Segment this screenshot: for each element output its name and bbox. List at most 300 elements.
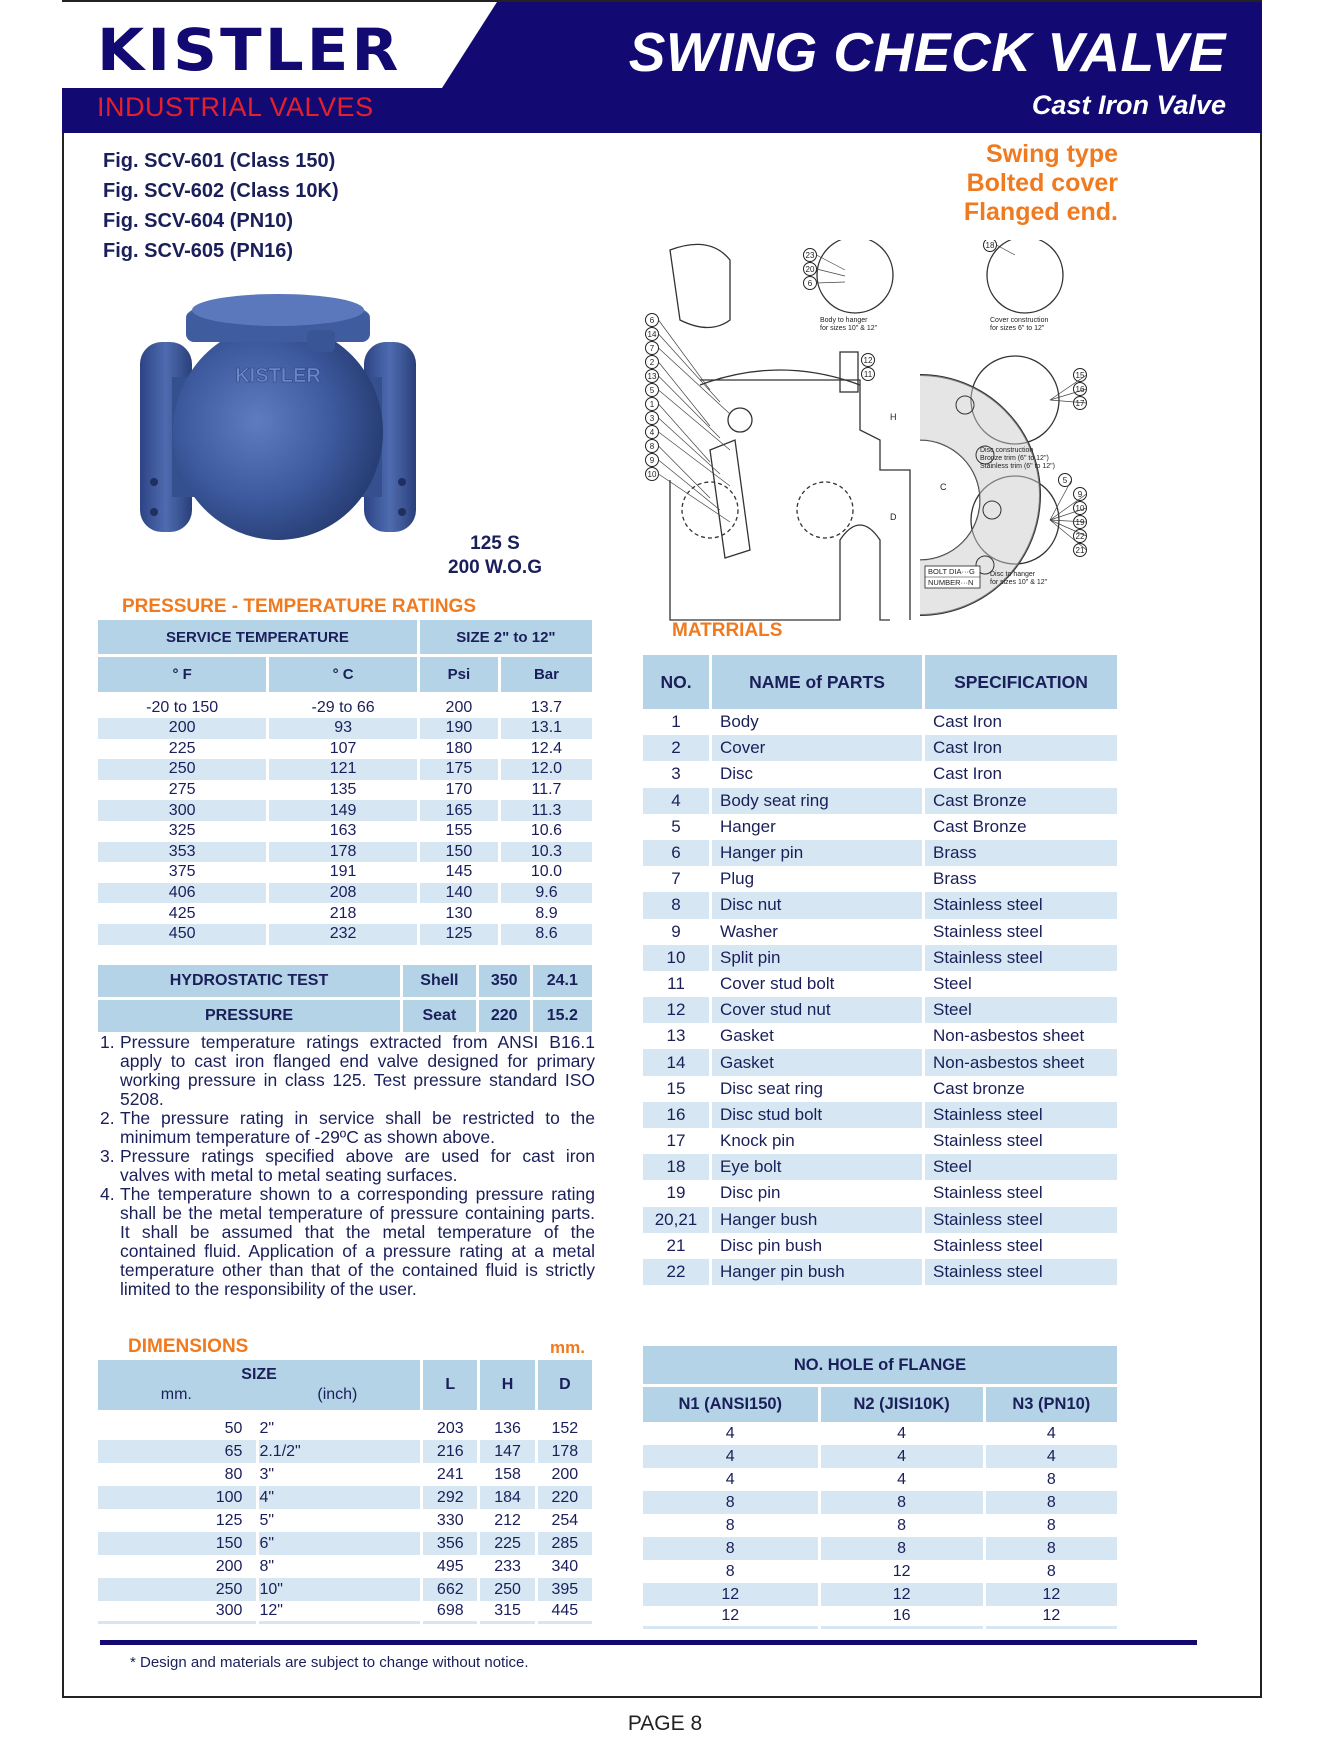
feature-item: Swing type — [986, 140, 1118, 168]
l-cell: 698 — [423, 1601, 477, 1624]
psi-cell: 155 — [445, 822, 473, 840]
part-name-cell: Disc — [720, 764, 754, 784]
rating-row — [98, 780, 592, 801]
material-row — [643, 1128, 1117, 1154]
callout-leader — [659, 404, 711, 462]
h-cell: 250 — [480, 1578, 534, 1601]
pressure-temp-table — [95, 620, 595, 945]
part-spec-cell: Cast Iron — [933, 712, 1002, 732]
hydro-label-cell: PRESSURE — [98, 1000, 400, 1032]
size-mm-cell: 250 — [98, 1578, 256, 1601]
callout-number: 22 — [1075, 532, 1085, 541]
temp-f-cell: 425 — [168, 904, 196, 922]
size-mm-cell: 125 — [215, 1511, 243, 1529]
callout-number: 6 — [649, 316, 655, 325]
bar-cell: 10.3 — [501, 842, 592, 863]
h-cell: 225 — [480, 1532, 534, 1555]
size-mm-cell: 80 — [224, 1465, 243, 1483]
materials-title: MATRRIALS — [672, 620, 783, 641]
brand-logo: KISTLER — [97, 16, 402, 84]
note-number: 2. — [100, 1108, 115, 1128]
material-row — [643, 997, 1117, 1023]
embossed-logo: KISTLER — [235, 365, 321, 387]
part-spec-cell: Cast Iron — [925, 735, 1117, 761]
callout-leader — [817, 255, 846, 270]
part-number-cell: 14 — [643, 1049, 709, 1075]
temp-f-cell: 450 — [98, 924, 266, 945]
psi-cell: 190 — [420, 718, 498, 739]
hydro-bar-cell: 24.1 — [533, 965, 592, 997]
dimension-row — [98, 1532, 592, 1555]
psi-cell: 140 — [420, 883, 498, 904]
note-text: The temperature shown to a corresponding pressure rating shall be the metal temperature of pressure containing parts. It shall be assumed that the metal temperature of the contained fluid. Application of a pressure rating at a metal temperature other than that of the contained fluid is strictly limited to the responsibility of the user. — [120, 1184, 595, 1299]
material-row — [643, 945, 1117, 971]
n3-cell: 12 — [986, 1606, 1117, 1629]
svg-text:BOLT DIA···G: BOLT DIA···G — [928, 567, 975, 576]
temp-c-cell: 93 — [269, 718, 417, 739]
caption-disc-hanger: Disc to hanger — [990, 571, 1036, 578]
d-cell: 200 — [551, 1465, 579, 1483]
temp-c-cell: 135 — [329, 781, 357, 799]
valve-body — [173, 324, 383, 540]
material-row — [643, 1207, 1117, 1233]
callout-number: 23 — [805, 251, 815, 260]
part-number-cell: 7 — [671, 869, 681, 889]
l-cell: 241 — [436, 1465, 464, 1483]
flange-row — [643, 1468, 1117, 1491]
n2-cell: 8 — [821, 1491, 983, 1514]
callout-number: 20 — [805, 265, 815, 274]
col-celsius: ° C — [269, 654, 417, 692]
psi-cell: 180 — [445, 739, 473, 757]
part-name-cell: Gasket — [720, 1026, 774, 1046]
n2-cell: 12 — [821, 1583, 983, 1606]
psi-cell: 200 — [445, 699, 473, 716]
note-number: 3. — [100, 1146, 115, 1166]
hydro-part-cell: Shell — [403, 965, 476, 997]
part-spec-cell: Stainless steel — [925, 892, 1117, 918]
flange-row — [643, 1514, 1117, 1537]
size-inch-cell: 8" — [259, 1557, 275, 1575]
size-mm-cell: 50 — [224, 1420, 243, 1437]
figure-item: Fig. SCV-602 (Class 10K) — [103, 180, 339, 202]
size-mm-label: mm. — [160, 1386, 192, 1403]
part-name-cell: Cover — [712, 735, 922, 761]
footer-divider — [100, 1640, 1197, 1645]
size-mm-cell: 100 — [98, 1486, 256, 1509]
psi-cell: 130 — [445, 904, 473, 922]
material-row — [643, 1180, 1117, 1206]
callout-number: 15 — [1075, 371, 1085, 380]
part-spec-cell: Stainless steel — [925, 1207, 1117, 1233]
part-name-cell: Disc pin — [720, 1183, 781, 1203]
col-n3: N3 (PN10) — [986, 1384, 1117, 1422]
material-row — [643, 1259, 1117, 1285]
temp-c-cell: 163 — [329, 822, 357, 840]
n2-cell: 4 — [821, 1445, 983, 1468]
n2-cell: 12 — [892, 1562, 911, 1580]
callout-number: 2 — [649, 358, 655, 367]
n2-cell: 8 — [897, 1516, 907, 1534]
callout-number: 11 — [863, 370, 873, 379]
callout-number: 10 — [1075, 504, 1085, 513]
part-spec-cell: Stainless steel — [925, 1102, 1117, 1128]
rating-row — [98, 903, 592, 924]
part-spec-cell: Brass — [925, 840, 1117, 866]
dimension-row — [98, 1578, 592, 1601]
col-size — [98, 1360, 420, 1410]
part-name-cell: Washer — [720, 921, 778, 941]
size-header-label: SIZE — [241, 1366, 277, 1383]
n3-cell: 8 — [1046, 1516, 1056, 1534]
temp-c-cell: 208 — [269, 883, 417, 904]
bolt-legend — [925, 566, 980, 588]
col-n1: N1 (ANSI150) — [643, 1384, 818, 1422]
part-number-cell: 1 — [671, 712, 681, 732]
bar-cell: 11.3 — [501, 800, 592, 821]
col-l: L — [423, 1360, 477, 1410]
material-row — [643, 840, 1117, 866]
part-spec-cell: Stainless steel — [933, 1235, 1043, 1255]
psi-cell: 125 — [420, 924, 498, 945]
d-cell: 445 — [538, 1601, 592, 1624]
part-name-cell: Body — [720, 712, 759, 732]
flange-row — [643, 1583, 1117, 1606]
n2-cell: 4 — [897, 1424, 907, 1442]
part-spec-cell: Non-asbestos sheet — [925, 1049, 1117, 1075]
callout-number: 5 — [1062, 476, 1068, 485]
part-spec-cell: Stainless steel — [933, 1183, 1043, 1203]
figure-item: Fig. SCV-605 (PN16) — [103, 240, 294, 262]
part-number-cell: 5 — [671, 816, 681, 836]
feature-list — [964, 140, 1118, 227]
part-number-cell: 10 — [643, 945, 709, 971]
note-text: The pressure rating in service shall be restricted to the minimum temperature of -29ºC as shown above. — [120, 1108, 595, 1147]
size-inch-cell: 4" — [259, 1486, 420, 1509]
callout-number: 21 — [1075, 546, 1085, 555]
n1-cell: 8 — [643, 1491, 818, 1514]
page-number: PAGE 8 — [627, 1712, 703, 1735]
h-cell: 136 — [494, 1420, 521, 1437]
temp-c-cell: 121 — [269, 759, 417, 780]
n1-cell: 4 — [725, 1470, 735, 1488]
psi-cell: 175 — [420, 759, 498, 780]
detail-body-hanger — [817, 240, 893, 313]
part-number-cell: 3 — [671, 764, 681, 784]
n1-cell: 12 — [643, 1583, 818, 1606]
part-name-cell: Plug — [720, 869, 755, 889]
callout-number: 6 — [807, 279, 813, 288]
material-row — [643, 1154, 1117, 1180]
feature-item: Bolted cover — [966, 169, 1118, 197]
temp-f-cell: 300 — [98, 800, 266, 821]
svg-text:for sizes 10" & 12": for sizes 10" & 12" — [820, 325, 878, 332]
n1-cell: 12 — [643, 1606, 818, 1629]
part-name-cell: Hanger pin — [712, 840, 922, 866]
cover-bolt-outline — [840, 352, 858, 392]
l-cell: 216 — [423, 1440, 477, 1463]
n3-cell: 4 — [1046, 1424, 1056, 1442]
note-item — [100, 1185, 595, 1299]
hydro-psi-cell: 220 — [479, 1000, 530, 1032]
part-number-cell: 19 — [666, 1183, 686, 1203]
rating-notes — [100, 1033, 595, 1299]
d-cell: 220 — [538, 1486, 592, 1509]
rating-row — [98, 800, 592, 821]
temp-f-cell: 375 — [168, 863, 196, 881]
rating-wog: 200 W.O.G — [448, 557, 542, 578]
col-group-service-temp: SERVICE TEMPERATURE — [98, 620, 417, 654]
part-name-cell: Hanger bush — [712, 1207, 922, 1233]
page-title: SWING CHECK VALVE — [628, 21, 1226, 83]
bar-cell: 10.0 — [530, 863, 563, 881]
d-cell: 285 — [538, 1532, 592, 1555]
psi-cell: 170 — [445, 781, 473, 799]
callout-leader — [659, 390, 731, 450]
part-spec-cell: Cast Bronze — [933, 816, 1027, 836]
part-number-cell: 17 — [666, 1131, 686, 1151]
part-spec-cell: Steel — [925, 997, 1117, 1023]
note-number: 1. — [100, 1032, 115, 1052]
temp-c-cell: 218 — [329, 904, 357, 922]
n3-cell: 12 — [986, 1583, 1117, 1606]
part-name-cell: Disc seat ring — [720, 1078, 823, 1098]
material-row — [643, 788, 1117, 814]
part-number-cell: 20,21 — [643, 1207, 709, 1233]
flange-row — [643, 1606, 1117, 1629]
callout-leader — [817, 269, 846, 276]
callout-leader — [997, 245, 1016, 255]
col-d: D — [538, 1360, 592, 1410]
valve-photo — [132, 282, 422, 544]
dimension-row — [98, 1410, 592, 1440]
feature-item: Flanged end. — [963, 198, 1118, 226]
figure-item: Fig. SCV-601 (Class 150) — [103, 150, 336, 172]
part-number-cell: 6 — [643, 840, 709, 866]
note-number: 4. — [100, 1184, 115, 1204]
bar-cell: 13.7 — [530, 699, 563, 716]
callout-number: 10 — [647, 470, 657, 479]
size-inch-cell: 12" — [259, 1601, 420, 1624]
hydro-part-cell: Seat — [403, 1000, 476, 1032]
svg-text:Bronze trim (6" to 12"): Bronze trim (6" to 12") — [980, 455, 1049, 462]
callout-number: 19 — [1075, 518, 1085, 527]
dimension-row — [98, 1601, 592, 1624]
callout-leader — [659, 376, 721, 438]
part-spec-cell: Brass — [933, 869, 977, 889]
callout-number: 17 — [1075, 399, 1085, 408]
n3-cell: 8 — [1046, 1562, 1056, 1580]
hydrostatic-row — [98, 1000, 592, 1032]
temp-c-cell: -29 to 66 — [311, 699, 375, 716]
rating-row — [98, 718, 592, 739]
d-cell: 254 — [551, 1511, 579, 1529]
bar-cell: 12.4 — [530, 739, 563, 757]
part-spec-cell: Cast Iron — [933, 764, 1002, 784]
rating-row — [98, 883, 592, 904]
pressure-temp-title: PRESSURE - TEMPERATURE RATINGS — [122, 596, 476, 617]
psi-cell: 145 — [445, 863, 473, 881]
size-inch-cell: 2" — [259, 1420, 275, 1437]
header-banner — [62, 0, 1262, 133]
detail-cover-construction — [987, 240, 1063, 313]
caption-body-hanger: Body to hanger — [820, 317, 868, 324]
n2-cell: 8 — [821, 1537, 983, 1560]
material-row — [643, 892, 1117, 918]
l-cell: 203 — [436, 1420, 464, 1437]
svg-text:for sizes 10" & 12": for sizes 10" & 12" — [990, 579, 1048, 586]
temp-f-cell: 200 — [98, 718, 266, 739]
material-row — [643, 1076, 1117, 1102]
flange-row — [643, 1560, 1117, 1583]
dimension-row — [98, 1509, 592, 1532]
n1-cell: 8 — [725, 1516, 735, 1534]
flange-holes-table — [640, 1346, 1120, 1629]
part-number-cell: 8 — [643, 892, 709, 918]
dimension-row — [98, 1463, 592, 1486]
h-cell: 158 — [494, 1465, 521, 1483]
l-cell: 495 — [436, 1557, 464, 1575]
svg-text:for sizes 6" to 12": for sizes 6" to 12" — [990, 325, 1045, 332]
size-mm-cell: 300 — [98, 1601, 256, 1624]
note-text: Pressure temperature ratings extracted from ANSI B16.1 apply to cast iron flanged end valve designed for primary working pressure in class 125. Test pressure standard ISO 5208. — [120, 1032, 595, 1109]
svg-text:NUMBER···N: NUMBER···N — [928, 578, 974, 587]
rating-steam: 125 S — [470, 533, 520, 554]
size-inch-cell: 10" — [259, 1578, 420, 1601]
dimensions-table — [95, 1360, 595, 1624]
material-row — [643, 709, 1117, 735]
temp-c-cell: 191 — [329, 863, 357, 881]
dimension-row — [98, 1486, 592, 1509]
part-number-cell: 9 — [671, 921, 681, 941]
callout-number: 4 — [649, 428, 655, 437]
bar-cell: 8.6 — [501, 924, 592, 945]
bar-cell: 13.1 — [501, 718, 592, 739]
part-name-cell: Gasket — [712, 1049, 922, 1075]
n2-cell: 16 — [821, 1606, 983, 1629]
part-name-cell: Cover stud nut — [712, 997, 922, 1023]
material-row — [643, 866, 1117, 892]
note-item — [100, 1147, 595, 1185]
material-row — [643, 1233, 1117, 1259]
hydro-psi-cell: 350 — [479, 965, 530, 997]
page-subtitle: Cast Iron Valve — [1031, 90, 1226, 120]
n1-cell: 4 — [725, 1424, 735, 1442]
col-h: H — [480, 1360, 534, 1410]
rating-row — [98, 692, 592, 718]
part-number-cell: 16 — [643, 1102, 709, 1128]
n2-cell: 4 — [897, 1470, 907, 1488]
psi-cell: 150 — [420, 842, 498, 863]
note-item — [100, 1033, 595, 1109]
material-row — [643, 1023, 1117, 1049]
rating-row — [98, 862, 592, 883]
callout-leader — [659, 418, 721, 474]
callout-number: 9 — [1077, 490, 1083, 499]
n1-cell: 8 — [643, 1537, 818, 1560]
temp-c-cell: 149 — [269, 800, 417, 821]
size-inch-cell: 6" — [259, 1532, 420, 1555]
svg-text:H: H — [890, 412, 897, 422]
temp-f-cell: 406 — [98, 883, 266, 904]
temp-f-cell: 225 — [168, 739, 196, 757]
psi-cell: 165 — [420, 800, 498, 821]
cover-outline — [700, 370, 860, 385]
brand-tagline: INDUSTRIAL VALVES — [97, 92, 374, 122]
col-n2: N2 (JISI10K) — [821, 1384, 983, 1422]
figure-list — [103, 146, 339, 266]
d-cell: 178 — [538, 1440, 592, 1463]
col-psi: Psi — [420, 654, 498, 692]
part-name-cell: Eye bolt — [712, 1154, 922, 1180]
part-spec-cell: Stainless steel — [933, 1131, 1043, 1151]
bar-cell: 11.7 — [531, 781, 562, 799]
callout-number: 5 — [649, 386, 655, 395]
rating-row — [98, 759, 592, 780]
flange-holes-title: NO. HOLE of FLANGE — [643, 1346, 1117, 1384]
note-item — [100, 1109, 595, 1147]
part-number-cell: 15 — [666, 1078, 686, 1098]
temp-f-cell: 250 — [98, 759, 266, 780]
part-number-cell: 13 — [666, 1026, 686, 1046]
l-cell: 662 — [423, 1578, 477, 1601]
flange-row — [643, 1422, 1117, 1445]
hydro-label-cell: HYDROSTATIC TEST — [98, 965, 400, 997]
callout-leader — [659, 334, 721, 402]
part-name-cell: Knock pin — [720, 1131, 795, 1151]
rating-row — [98, 739, 592, 760]
part-spec-cell: Stainless steel — [925, 945, 1117, 971]
bar-cell: 9.6 — [501, 883, 592, 904]
h-cell: 184 — [480, 1486, 534, 1509]
callout-number: 9 — [649, 456, 655, 465]
material-row — [643, 1049, 1117, 1075]
rating-row — [98, 821, 592, 842]
part-name-cell: Hanger — [720, 816, 776, 836]
dimensions-title: DIMENSIONS — [128, 1336, 249, 1357]
part-spec-cell: Stainless steel — [925, 1259, 1117, 1285]
figure-item: Fig. SCV-604 (PN10) — [103, 210, 294, 232]
d-cell: 395 — [538, 1578, 592, 1601]
temp-c-cell: 107 — [329, 739, 357, 757]
callout-number: 7 — [649, 344, 655, 353]
n3-cell: 4 — [986, 1445, 1117, 1468]
part-name-cell: Disc stud bolt — [712, 1102, 922, 1128]
caption-disc-construction: Disc construction — [980, 447, 1034, 454]
bar-cell: 12.0 — [501, 759, 592, 780]
part-name-cell: Disc nut — [712, 892, 922, 918]
l-cell: 330 — [436, 1511, 464, 1529]
part-name-cell: Cover stud bolt — [720, 973, 835, 993]
callout-leader — [659, 348, 731, 414]
svg-text:Stainless trim (6" to 12"): Stainless trim (6" to 12") — [980, 463, 1055, 470]
part-number-cell: 18 — [643, 1154, 709, 1180]
bar-cell: 8.9 — [535, 904, 558, 922]
part-spec-cell: Non-asbestos sheet — [933, 1026, 1085, 1046]
part-number-cell: 2 — [643, 735, 709, 761]
part-spec-cell: Cast bronze — [933, 1078, 1025, 1098]
col-fahrenheit: ° F — [98, 654, 266, 692]
material-row — [643, 761, 1117, 787]
hanger-detail-outline — [670, 244, 730, 327]
n1-cell: 8 — [725, 1562, 735, 1580]
hinge-outline — [728, 408, 752, 432]
rating-row — [98, 924, 592, 945]
col-part-name: NAME of PARTS — [712, 655, 922, 709]
col-no: NO. — [643, 655, 709, 709]
h-cell: 315 — [480, 1601, 534, 1624]
col-bar: Bar — [501, 654, 592, 692]
